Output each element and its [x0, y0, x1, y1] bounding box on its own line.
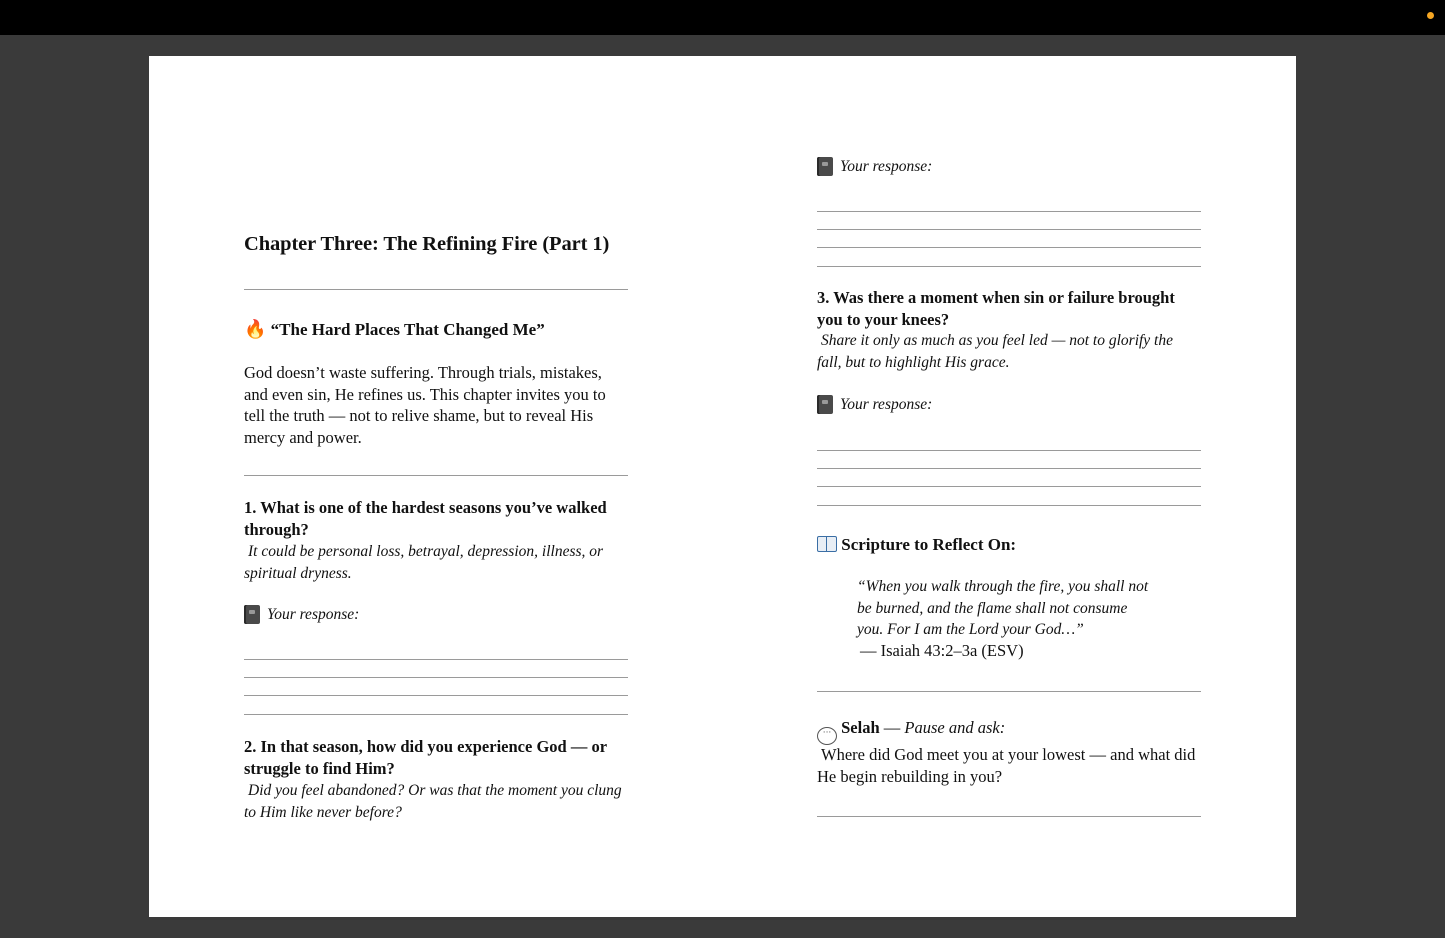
response-label: Your response: [840, 157, 933, 175]
scripture-reference: — Isaiah 43:2–3a (ESV) [860, 641, 1024, 660]
notebook-icon [817, 157, 833, 176]
question-1-hint: It could be personal loss, betrayal, depression, illness, or spiritual dryness. [244, 543, 604, 582]
response-line[interactable] [817, 266, 1201, 267]
selah-dash: — [879, 718, 905, 737]
notebook-icon [817, 395, 833, 414]
response-line[interactable] [244, 677, 628, 678]
response-prompt [817, 157, 1201, 176]
response-label: Your response: [840, 395, 933, 413]
response-line[interactable] [817, 468, 1201, 469]
scripture-heading-text: Scripture to Reflect On: [841, 535, 1017, 554]
section-title: “The Hard Places That Changed Me” [270, 320, 545, 339]
notebook-icon [244, 605, 260, 624]
selah-prompt: Pause and ask: [904, 718, 1006, 737]
status-indicator-dot [1427, 12, 1434, 19]
response-line[interactable] [817, 486, 1201, 487]
divider [244, 475, 628, 476]
speech-bubble-icon: ··· [817, 727, 837, 745]
chapter-title: Chapter Three: The Refining Fire (Part 1) [244, 233, 610, 255]
divider [817, 816, 1201, 817]
fire-icon: 🔥 [244, 319, 267, 340]
top-bar [0, 0, 1445, 35]
response-prompt [244, 605, 628, 624]
response-line[interactable] [817, 229, 1201, 230]
selah-question: Where did God meet you at your lowest — and what did He begin rebuilding in you? [817, 745, 1196, 786]
response-line[interactable] [244, 659, 628, 660]
question-1: 1. What is one of the hardest seasons you’ve walked through? [244, 498, 607, 539]
question-3-hint: Share it only as much as you feel led — not to glorify the fall, but to highlight His grace. [817, 332, 1173, 371]
question-2: 2. In that season, how did you experience God — or struggle to find Him? [244, 737, 607, 778]
response-line[interactable] [244, 714, 628, 715]
scripture-quote: “When you walk through the fire, you shall not be burned, and the flame shall not consume you. For I am the Lord your God…” [857, 578, 1149, 638]
intro-paragraph: God doesn’t waste suffering. Through trials, mistakes, and even sin, He refines us. This chapter invites you to tell the truth — not to relive shame, but to reveal His mercy and power. [244, 363, 606, 448]
response-prompt [817, 395, 1201, 414]
response-label: Your response: [267, 605, 360, 623]
document-spread [149, 56, 1296, 917]
question-3: 3. Was there a moment when sin or failure brought you to your knees? [817, 288, 1175, 329]
section-heading [244, 319, 628, 340]
response-line[interactable] [817, 211, 1201, 212]
response-line[interactable] [817, 247, 1201, 248]
divider [817, 691, 1201, 692]
divider [244, 289, 628, 290]
scripture-heading [817, 535, 1201, 555]
open-book-icon [817, 536, 837, 551]
question-2-hint: Did you feel abandoned? Or was that the moment you clung to Him like never before? [244, 782, 622, 821]
selah-heading [817, 718, 1201, 745]
response-line[interactable] [817, 450, 1201, 451]
selah-title: Selah [841, 718, 880, 737]
response-line[interactable] [244, 695, 628, 696]
response-line[interactable] [817, 505, 1201, 506]
